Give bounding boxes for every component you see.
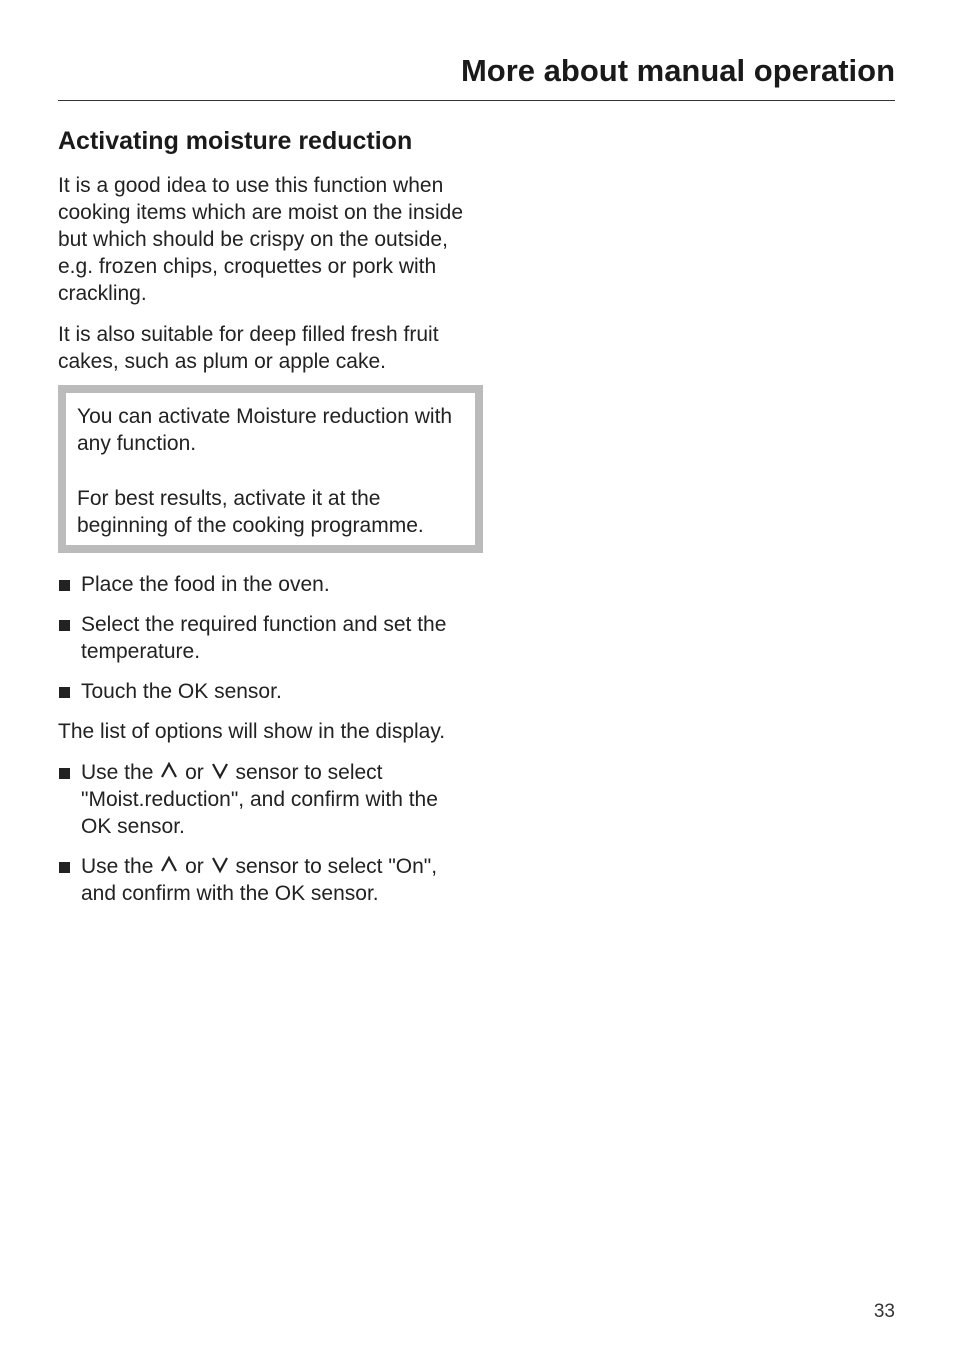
square-bullet-icon [59, 768, 70, 779]
step-middle: or [185, 855, 204, 878]
step-suffix: sensor to select "On", and confirm with the OK sensor. [81, 855, 438, 905]
chevron-down-icon [210, 855, 230, 875]
intro-paragraph: It is a good idea to use this function when cooking items which are moist on the inside but which should be crispy on the outside, e.g. frozen chips, croquettes or pork with crackling. [58, 174, 464, 305]
note-box [58, 385, 483, 553]
page-number: 33 [873, 1301, 895, 1322]
step-prefix: Use the [81, 855, 154, 878]
result-paragraph: The list of options will show in the display. [58, 720, 446, 743]
suitability-paragraph: It is also suitable for deep filled fresh fruit cakes, such as plum or apple cake. [58, 323, 439, 373]
note-text-2: For best results, activate it at the beginning of the cooking programme. [77, 487, 424, 537]
section-title: Activating moisture reduction [58, 127, 413, 155]
chevron-up-icon [159, 855, 179, 875]
square-bullet-icon [59, 580, 70, 591]
step-item [58, 678, 468, 705]
chevron-up-icon [159, 761, 179, 781]
step-item [58, 853, 468, 907]
step-suffix: sensor to select "Moist.reduction", and confirm with the OK sensor. [81, 761, 438, 838]
note-spacer [77, 457, 467, 485]
step-item [58, 759, 468, 840]
square-bullet-icon [59, 862, 70, 873]
step-middle: or [185, 761, 204, 784]
note-text-1: You can activate Moisture reduction with any function. [77, 405, 453, 455]
step-prefix: Use the [81, 761, 154, 784]
page-title: More about manual operation [460, 53, 895, 88]
square-bullet-icon [59, 620, 70, 631]
square-bullet-icon [59, 687, 70, 698]
step-text: Select the required function and set the temperature. [81, 613, 447, 663]
step-text: Touch the OK sensor. [81, 680, 282, 703]
main-content [58, 124, 468, 920]
step-item [58, 571, 468, 598]
chevron-down-icon [210, 761, 230, 781]
step-item [58, 611, 468, 665]
step-text: Place the food in the oven. [81, 573, 330, 596]
header-divider [58, 100, 895, 101]
